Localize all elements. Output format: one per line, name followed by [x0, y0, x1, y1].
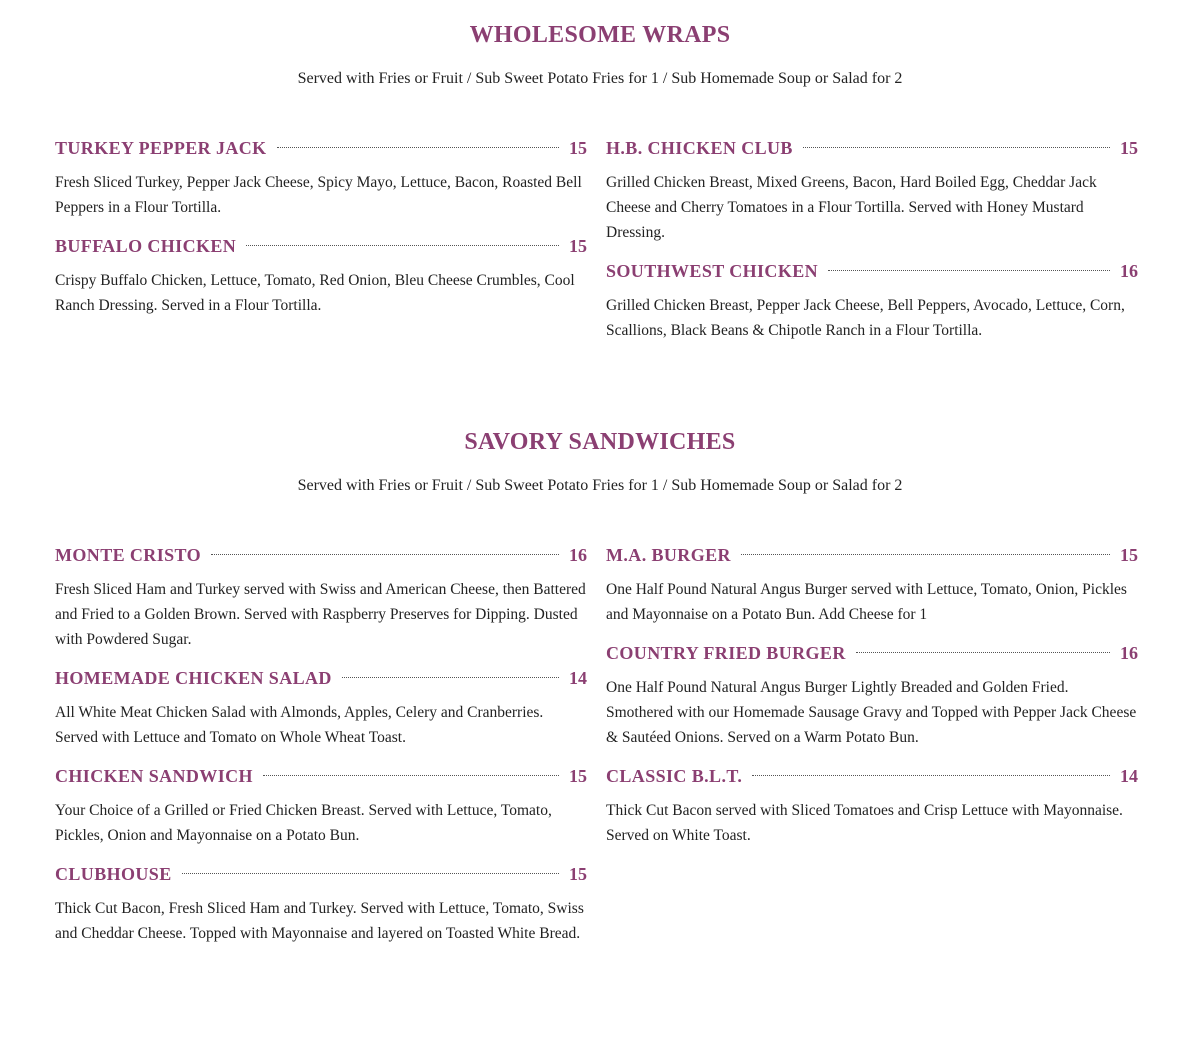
- section-subtitle: Served with Fries or Fruit / Sub Sweet Potato Fries for 1 / Sub Homemade Soup or Salad for 2: [297, 70, 903, 87]
- menu-item-name: CLASSIC B.L.T.: [606, 766, 743, 786]
- menu-item: [606, 136, 1138, 245]
- menu-item-price: 15: [569, 236, 587, 256]
- menu-item-price: 16: [1120, 261, 1138, 281]
- dot-leader: [182, 873, 559, 874]
- menu-item-name: CHICKEN SANDWICH: [55, 766, 253, 786]
- menu-item: [606, 764, 1138, 848]
- menu-item-header: [55, 666, 587, 690]
- dot-leader: [263, 775, 559, 776]
- menu-item: [606, 641, 1138, 750]
- menu-item-price: 14: [1120, 766, 1138, 786]
- menu-item-name: SOUTHWEST CHICKEN: [606, 261, 819, 281]
- menu-item-header: [55, 862, 587, 886]
- menu-item: [55, 862, 587, 946]
- dot-leader: [741, 554, 1110, 555]
- menu-item-price: 15: [1120, 138, 1138, 158]
- menu-item: [55, 136, 587, 220]
- dot-leader: [828, 270, 1110, 271]
- menu-item: [55, 666, 587, 750]
- menu-item-price: 15: [569, 766, 587, 786]
- menu-item-description: One Half Pound Natural Angus Burger Lightly Breaded and Golden Fried. Smothered with our Homemade Sausage Gravy and Topped with Pepper Jack Cheese & Sautéed Onions. Served on a Warm Potato Bun.: [606, 679, 1137, 746]
- dot-leader: [803, 147, 1110, 148]
- menu-item: [55, 234, 587, 318]
- menu-item-price: 15: [569, 138, 587, 158]
- sandwiches-right-column: [606, 543, 1138, 960]
- menu-item-price: 15: [569, 864, 587, 884]
- menu-item-description: Grilled Chicken Breast, Mixed Greens, Bacon, Hard Boiled Egg, Cheddar Jack Cheese and Cherry Tomatoes in a Flour Tortilla. Served with Honey Mustard Dressing.: [606, 174, 1097, 241]
- dot-leader: [277, 147, 559, 148]
- menu-item-header: [55, 764, 587, 788]
- wraps-right-column: [606, 136, 1138, 357]
- menu-item-name: HOMEMADE CHICKEN SALAD: [55, 668, 332, 688]
- sandwiches-left-column: [55, 543, 587, 960]
- menu-item-description: Fresh Sliced Ham and Turkey served with Swiss and American Cheese, then Battered and Fried to a Golden Brown. Served with Raspberry Preserves for Dipping. Dusted with Powdered Sugar.: [55, 581, 586, 648]
- menu-item-description: Thick Cut Bacon served with Sliced Tomatoes and Crisp Lettuce with Mayonnaise. Served on White Toast.: [606, 802, 1123, 844]
- menu-item-price: 15: [1120, 545, 1138, 565]
- menu-item-header: [55, 543, 587, 567]
- menu-item-name: BUFFALO CHICKEN: [55, 236, 237, 256]
- menu-item: [606, 259, 1138, 343]
- menu-item-header: [606, 764, 1138, 788]
- menu-item-price: 16: [569, 545, 587, 565]
- menu-item-name: M.A. BURGER: [606, 545, 731, 565]
- menu-item-description: Thick Cut Bacon, Fresh Sliced Ham and Turkey. Served with Lettuce, Tomato, Swiss and Cheddar Cheese. Topped with Mayonnaise and layered on Toasted White Bread.: [55, 900, 584, 942]
- menu-item-price: 14: [569, 668, 587, 688]
- menu-item-description: One Half Pound Natural Angus Burger served with Lettuce, Tomato, Onion, Pickles and Mayonnaise on a Potato Bun. Add Cheese for 1: [606, 581, 1127, 623]
- menu-item-description: Grilled Chicken Breast, Pepper Jack Cheese, Bell Peppers, Avocado, Lettuce, Corn, Scallions, Black Beans & Chipotle Ranch in a Flour Tortilla.: [606, 297, 1125, 339]
- menu-item-header: [606, 259, 1138, 283]
- menu-item-header: [55, 234, 587, 258]
- menu-item-description: Crispy Buffalo Chicken, Lettuce, Tomato, Red Onion, Bleu Cheese Crumbles, Cool Ranch Dressing. Served in a Flour Tortilla.: [55, 272, 575, 314]
- menu-item-header: [606, 641, 1138, 665]
- dot-leader: [211, 554, 559, 555]
- menu-item-header: [606, 543, 1138, 567]
- section-title: SAVORY SANDWICHES: [464, 429, 736, 455]
- menu-item-name: MONTE CRISTO: [55, 545, 201, 565]
- menu-item: [55, 543, 587, 652]
- dot-leader: [342, 677, 559, 678]
- section-wholesome-wraps: [0, 20, 1200, 90]
- menu-item-header: [606, 136, 1138, 160]
- menu-item-name: CLUBHOUSE: [55, 864, 172, 884]
- dot-leader: [752, 775, 1110, 776]
- menu-item-description: All White Meat Chicken Salad with Almonds, Apples, Celery and Cranberries. Served with Lettuce and Tomato on Whole Wheat Toast.: [55, 704, 544, 746]
- wraps-left-column: [55, 136, 587, 357]
- menu-item-price: 16: [1120, 643, 1138, 663]
- section-subtitle: Served with Fries or Fruit / Sub Sweet Potato Fries for 1 / Sub Homemade Soup or Salad for 2: [297, 477, 903, 494]
- dot-leader: [246, 245, 559, 246]
- menu-item-description: Fresh Sliced Turkey, Pepper Jack Cheese, Spicy Mayo, Lettuce, Bacon, Roasted Bell Peppers in a Flour Tortilla.: [55, 174, 582, 216]
- section-savory-sandwiches: [0, 427, 1200, 497]
- menu-item-name: TURKEY PEPPER JACK: [55, 138, 267, 158]
- menu-item-name: H.B. CHICKEN CLUB: [606, 138, 793, 158]
- section-title: WHOLESOME WRAPS: [469, 22, 731, 48]
- menu-item-name: COUNTRY FRIED BURGER: [606, 643, 846, 663]
- dot-leader: [856, 652, 1110, 653]
- menu-item-description: Your Choice of a Grilled or Fried Chicken Breast. Served with Lettuce, Tomato, Pickles, Onion and Mayonnaise on a Potato Bun.: [55, 802, 552, 844]
- wraps-columns: [55, 136, 1138, 357]
- sandwiches-columns: [55, 543, 1138, 960]
- menu-item: [55, 764, 587, 848]
- menu-item: [606, 543, 1138, 627]
- menu-item-header: [55, 136, 587, 160]
